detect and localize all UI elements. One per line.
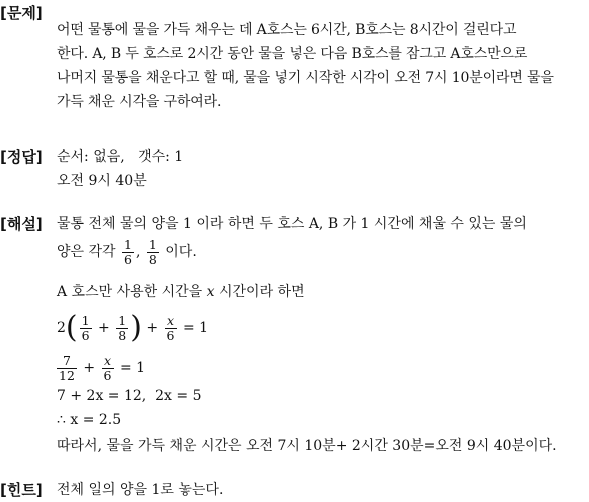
denominator: 8 [148,251,157,267]
answer-meta: 순서: 없음, 갯수: 1 [57,149,184,165]
hint-text: 전체 일의 양을 1로 놓는다. [57,482,224,498]
fraction [116,314,128,343]
numerator: 1 [118,312,127,328]
problem-text [57,18,583,114]
operator: + [146,320,159,336]
equation-3: 7 + 2x = 12, 2x = 5 [57,388,202,404]
solution-line-3 [57,280,305,304]
problem-line: 가득 채운 시각을 구하여라. [57,94,222,110]
problem-tag: [문제] [0,4,43,22]
solution-tag: [해설] [0,215,43,233]
text: 시간이라 하면 [219,284,305,300]
numerator: 7 [62,352,71,368]
denominator: 6 [124,251,132,267]
conclusion: 따라서, 물을 가득 채운 시간은 오전 7시 10분+ 2시간 30분=오전 9시 40분이다. [57,438,557,454]
coefficient: 2 [57,320,66,336]
variable-x: x [206,284,215,300]
answer-value: 오전 9시 40분 [57,173,147,189]
numerator: 1 [148,236,157,252]
rhs: = 1 [182,320,209,336]
answer-tag: [정답] [0,148,43,166]
numerator: 1 [81,312,90,328]
denominator: 6 [81,327,90,343]
equation-2 [57,349,145,387]
denominator: 6 [103,367,112,383]
fraction-one-eighth [147,238,159,267]
numerator: x [166,312,175,328]
fraction [57,354,77,383]
left-paren: ( [65,310,78,345]
rhs: = 1 [119,360,146,376]
fraction [102,354,114,383]
numerator: x [103,352,112,368]
operator: + [98,320,110,336]
problem-line: 나머지 물통을 채운다고 할 때, 물을 넣기 시작한 시각이 오전 7시 10분이라면 물을 [57,70,554,86]
fraction [165,314,177,343]
fraction-one-sixth [122,238,134,267]
fraction [80,314,92,343]
denominator: 6 [166,327,175,343]
solution-line-2 [57,234,197,270]
problem-line: 어떤 물통에 물을 가득 채우는 데 A호스는 6시간, B호스는 8시간이 걸린다고 [57,22,517,38]
right-paren: ) [130,310,142,345]
equation-1 [57,308,208,348]
solution-line-1: 물통 전체 물의 양을 1 이라 하면 두 호스 A, B 가 1 시간에 채울 수 있는 물의 [57,216,527,232]
hint-tag: [힌트] [0,481,43,499]
denominator: 8 [118,327,127,343]
text: A 호스만 사용한 시간을 [57,284,203,300]
equation-4: ∴ x = 2.5 [57,412,122,428]
separator: , [135,244,141,260]
numerator: 1 [124,236,132,252]
text: 이다. [165,244,197,260]
problem-line: 한다. A, B 두 호스로 2시간 동안 물을 넣은 다음 B호스를 잠그고 A호스만으로 [57,46,528,62]
text: 양은 각각 [57,244,116,260]
denominator: 12 [59,367,75,383]
operator: + [83,360,96,376]
